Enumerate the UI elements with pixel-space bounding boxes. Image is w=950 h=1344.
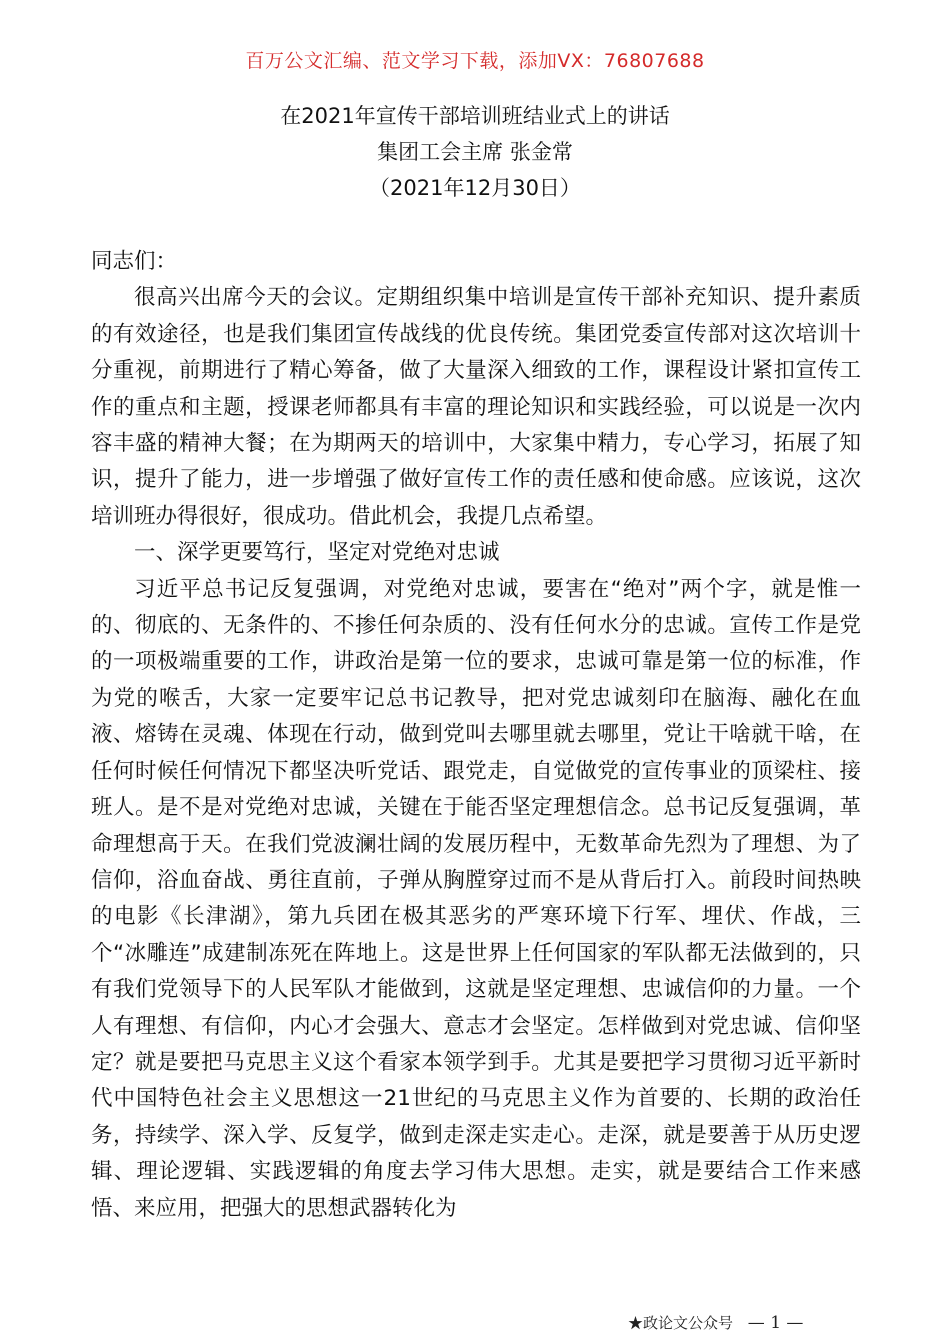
page-number: — 1 — — [747, 1313, 804, 1333]
speech-body — [91, 244, 861, 1227]
speaker-line: 集团工会主席 张金常 — [377, 140, 573, 164]
section-heading-1: 一、深学更要笃行，坚定对党绝对忠诚 — [134, 540, 500, 566]
header-block — [0, 98, 950, 206]
page-footer — [628, 1312, 803, 1333]
salutation: 同志们： — [91, 249, 178, 274]
speech-title: 在2021年宣传干部培训班结业式上的讲话 — [280, 104, 670, 128]
speech-date: （2021年12月30日） — [369, 176, 581, 200]
paragraph-intro: 很高兴出席今天的会议。定期组织集中培训是宣传干部补充知识、提升素质的有效途径，也是我们集团宣传战线的优良传统。集团党委宣传部对这次培训十分重视，前期进行了精心筹备，做了大量深入细致的工作，课程设计紧扣宣传工作的重点和主题，授课老师都具有丰富的理论知识和实践经验，可以说是一次内容丰盛的精神大餐；在为期两天的培训中，大家集中精力，专心学习，拓展了知识，提升了能力，进一步增强了做好宣传工作的责任感和使命感。应该说，这次培训班办得很好，很成功。借此机会，我提几点希望。 — [91, 285, 861, 529]
footer-source: ★政论文公众号 — [628, 1314, 734, 1332]
paragraph-section-1: 习近平总书记反复强调，对党绝对忠诚，要害在“绝对”两个字，就是惟一的、彻底的、无条件的、不掺任何杂质的、没有任何水分的忠诚。宣传工作是党的一项极端重要的工作，讲政治是第一位的要求，忠诚可靠是第一位的标准，作为党的喉舌，大家一定要牢记总书记教导，把对党忠诚刻印在脑海、融化在血液、熔铸在灵魂、体现在行动，做到党叫去哪里就去哪里，党让干啥就干啥，在任何时候任何情况下都坚决听党话、跟党走，自觉做党的宣传事业的顶梁柱、接班人。是不是对党绝对忠诚，关键在于能否坚定理想信念。总书记反复强调，革命理想高于天。在我们党波澜壮阔的发展历程中，无数革命先烈为了理想、为了信仰，浴血奋战、勇往直前，子弹从胸膛穿过而不是从背后打入。前段时间热映的电影《长津湖》，第九兵团在极其恶劣的严寒环境下行军、埋伏、作战，三个“冰雕连”成建制冻死在阵地上。这是世界上任何国家的军队都无法做到的，只有我们党领导下的人民军队才能做到，这就是坚定理想、忠诚信仰的力量。一个人有理想、有信仰，内心才会强大、意志才会坚定。怎样做到对党忠诚、信仰坚定？就是要把马克思主义这个看家本领学到手。尤其是要把学习贯彻习近平新时代中国特色社会主义思想这一21世纪的马克思主义作为首要的、长期的政治任务，持续学、深入学、反复学，做到走深走实走心。走深，就是要善于从历史逻辑、理论逻辑、实践逻辑的角度去学习伟大思想。走实，就是要结合工作来感悟、来应用，把强大的思想武器转化为 — [91, 576, 861, 1221]
promo-banner: 百万公文汇编、范文学习下载，添加VX：76807688 — [245, 50, 705, 72]
